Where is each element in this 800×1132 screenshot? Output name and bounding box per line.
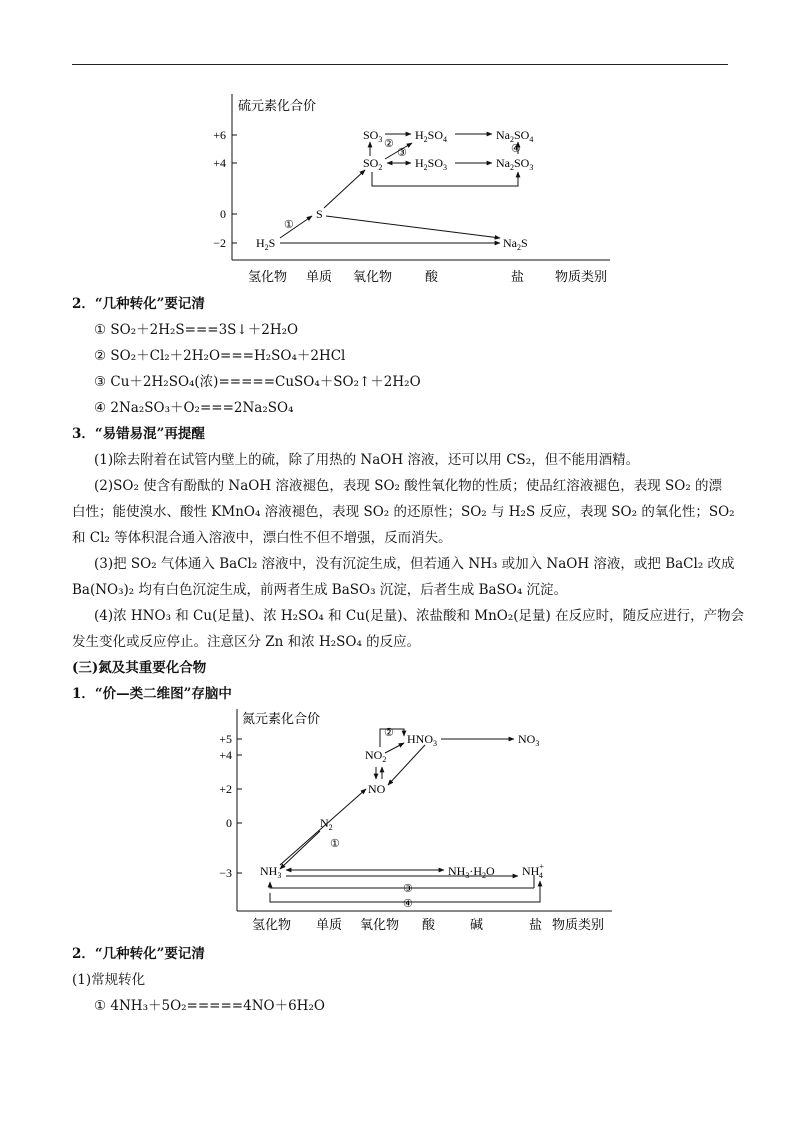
nitrogen-marker-4: ④ xyxy=(403,898,413,910)
n-section2-title: 2．“几种转化”要记清 xyxy=(72,946,205,962)
sulfur-ytick-4: +4 xyxy=(213,156,226,170)
node-h2s: $H_2S$ xyxy=(256,236,276,252)
nitrogen-ytick-4: +4 xyxy=(219,748,232,762)
sulfur-valence-diagram xyxy=(200,86,620,291)
note-3a: (3)把 SO₂ 气体通入 BaCl₂ 溶液中，没有沉淀生成，但若通入 NH₃ 或加入 NaOH 溶液，或把 BaCl₂ 改成 xyxy=(94,556,735,572)
node-n2: $N_2$ xyxy=(320,816,333,832)
node-na2so3: $Na_2SO_3$ xyxy=(496,156,534,172)
node-nh3h2o: $NH_3\cdot H_2O$ xyxy=(448,864,495,880)
section3-title: 3．“易错易混”再提醒 xyxy=(72,426,205,442)
s-reaction-1: ① SO₂＋2H₂S===3S↓＋2H₂O xyxy=(94,322,299,338)
sulfur-ytick-6: +6 xyxy=(213,128,226,142)
sulfur-marker-4: ④ xyxy=(511,143,521,155)
header-rule xyxy=(72,64,728,65)
note-2c: 和 Cl₂ 等体积混合通入溶液中，漂白性不但不增强，反而消失。 xyxy=(72,530,452,546)
nitrogen-cat-acid: 酸 xyxy=(422,917,436,932)
node-no: NO xyxy=(368,782,386,796)
node-h2so3: $H_2SO_3$ xyxy=(415,156,448,172)
sulfur-ylabel: 硫元素化合价 xyxy=(238,99,317,114)
nitrogen-marker-3: ③ xyxy=(403,883,413,895)
nitrogen-ytick-neg3: −3 xyxy=(219,866,232,880)
nitrogen-valence-diagram xyxy=(200,703,620,936)
sulfur-cat-salt: 盐 xyxy=(511,269,525,284)
note-2b: 白性；能使溴水、酸性 KMnO₄ 溶液褪色，表现 SO₂ 的还原性；SO₂ 与 H₂S 反应，表现 SO₂ 的氧化性；SO₂ xyxy=(72,504,735,520)
node-na2so4: $Na_2SO_4$ xyxy=(496,128,534,144)
node-nh4: NH+ 4 xyxy=(522,862,544,880)
nitrogen-ytick-2: +2 xyxy=(219,782,232,796)
nitrogen-ytick-0: 0 xyxy=(226,816,232,830)
sulfur-marker-2: ② xyxy=(384,138,394,150)
note-4a: (4)浓 HNO₃ 和 Cu(足量)、浓 H₂SO₄ 和 Cu(足量)、浓盐酸和 MnO₂(足量) 在反应时，随反应进行，产物会 xyxy=(94,608,745,624)
node-so3: $SO_3$ xyxy=(363,128,383,144)
nitrogen-marker-2: ② xyxy=(384,727,394,739)
nitrogen-marker-1: ① xyxy=(330,838,340,850)
note-4b: 发生变化或反应停止。注意区分 Zn 和浓 H₂SO₄ 的反应。 xyxy=(72,634,421,650)
nitrogen-cat-element: 单质 xyxy=(316,917,343,932)
nitrogen-cat-oxide: 氧化物 xyxy=(360,917,400,932)
node-s: S xyxy=(316,207,323,221)
sulfur-marker-1: ① xyxy=(284,219,294,231)
s-reaction-3: ③ Cu＋2H₂SO₄(浓)=====CuSO₄＋SO₂↑＋2H₂O xyxy=(94,374,421,390)
node-no3: $NO_3$ xyxy=(518,732,540,748)
sulfur-ytick-0: 0 xyxy=(220,207,226,221)
node-h2so4: $H_2SO_4$ xyxy=(415,128,448,144)
note-2a: (2)SO₂ 使含有酚酞的 NaOH 溶液褪色，表现 SO₂ 酸性氧化物的性质；使品红溶液褪色，表现 SO₂ 的漂 xyxy=(94,478,723,494)
part3-title: (三)氮及其重要化合物 xyxy=(72,660,207,676)
nitrogen-cat-class: 物质类别 xyxy=(552,917,605,932)
node-no2: $NO_2$ xyxy=(365,748,387,764)
node-na2s: $Na_2S$ xyxy=(503,236,528,252)
nitrogen-cat-base: 碱 xyxy=(470,917,484,932)
sulfur-cat-oxide: 氧化物 xyxy=(353,269,393,284)
sulfur-cat-hydride: 氢化物 xyxy=(248,269,288,284)
n-subsection-1: (1)常规转化 xyxy=(72,972,146,988)
section2-title: 2．“几种转化”要记清 xyxy=(72,296,205,312)
nitrogen-ytick-5: +5 xyxy=(219,732,232,746)
sulfur-cat-acid: 酸 xyxy=(425,269,439,284)
node-hno3: $HNO_3$ xyxy=(407,732,437,748)
sulfur-marker-3: ③ xyxy=(397,147,407,159)
n-section1-title: 1．“价—类二维图”存脑中 xyxy=(72,686,232,702)
s-reaction-4: ④ 2Na₂SO₃＋O₂===2Na₂SO₄ xyxy=(94,400,294,416)
nitrogen-cat-hydride: 氢化物 xyxy=(252,917,292,932)
s-reaction-2: ② SO₂＋Cl₂＋2H₂O===H₂SO₄＋2HCl xyxy=(94,348,346,364)
nitrogen-cat-salt: 盐 xyxy=(529,917,543,932)
note-3b: Ba(NO₃)₂ 均有白色沉淀生成，前两者生成 BaSO₃ 沉淀，后者生成 BaSO₄ 沉淀。 xyxy=(72,582,568,598)
n-reaction-1: ① 4NH₃＋5O₂=====4NO＋6H₂O xyxy=(94,998,325,1014)
nitrogen-ylabel: 氮元素化合价 xyxy=(242,712,321,727)
note-1: (1)除去附着在试管内壁上的硫，除了用热的 NaOH 溶液，还可以用 CS₂，但不能用酒精。 xyxy=(94,452,640,468)
node-nh3: $NH_3$ xyxy=(260,864,282,880)
sulfur-cat-element: 单质 xyxy=(306,269,333,284)
node-so2: $SO_2$ xyxy=(363,156,383,172)
sulfur-ytick-neg2: −2 xyxy=(213,236,226,250)
sulfur-cat-class: 物质类别 xyxy=(555,269,608,284)
